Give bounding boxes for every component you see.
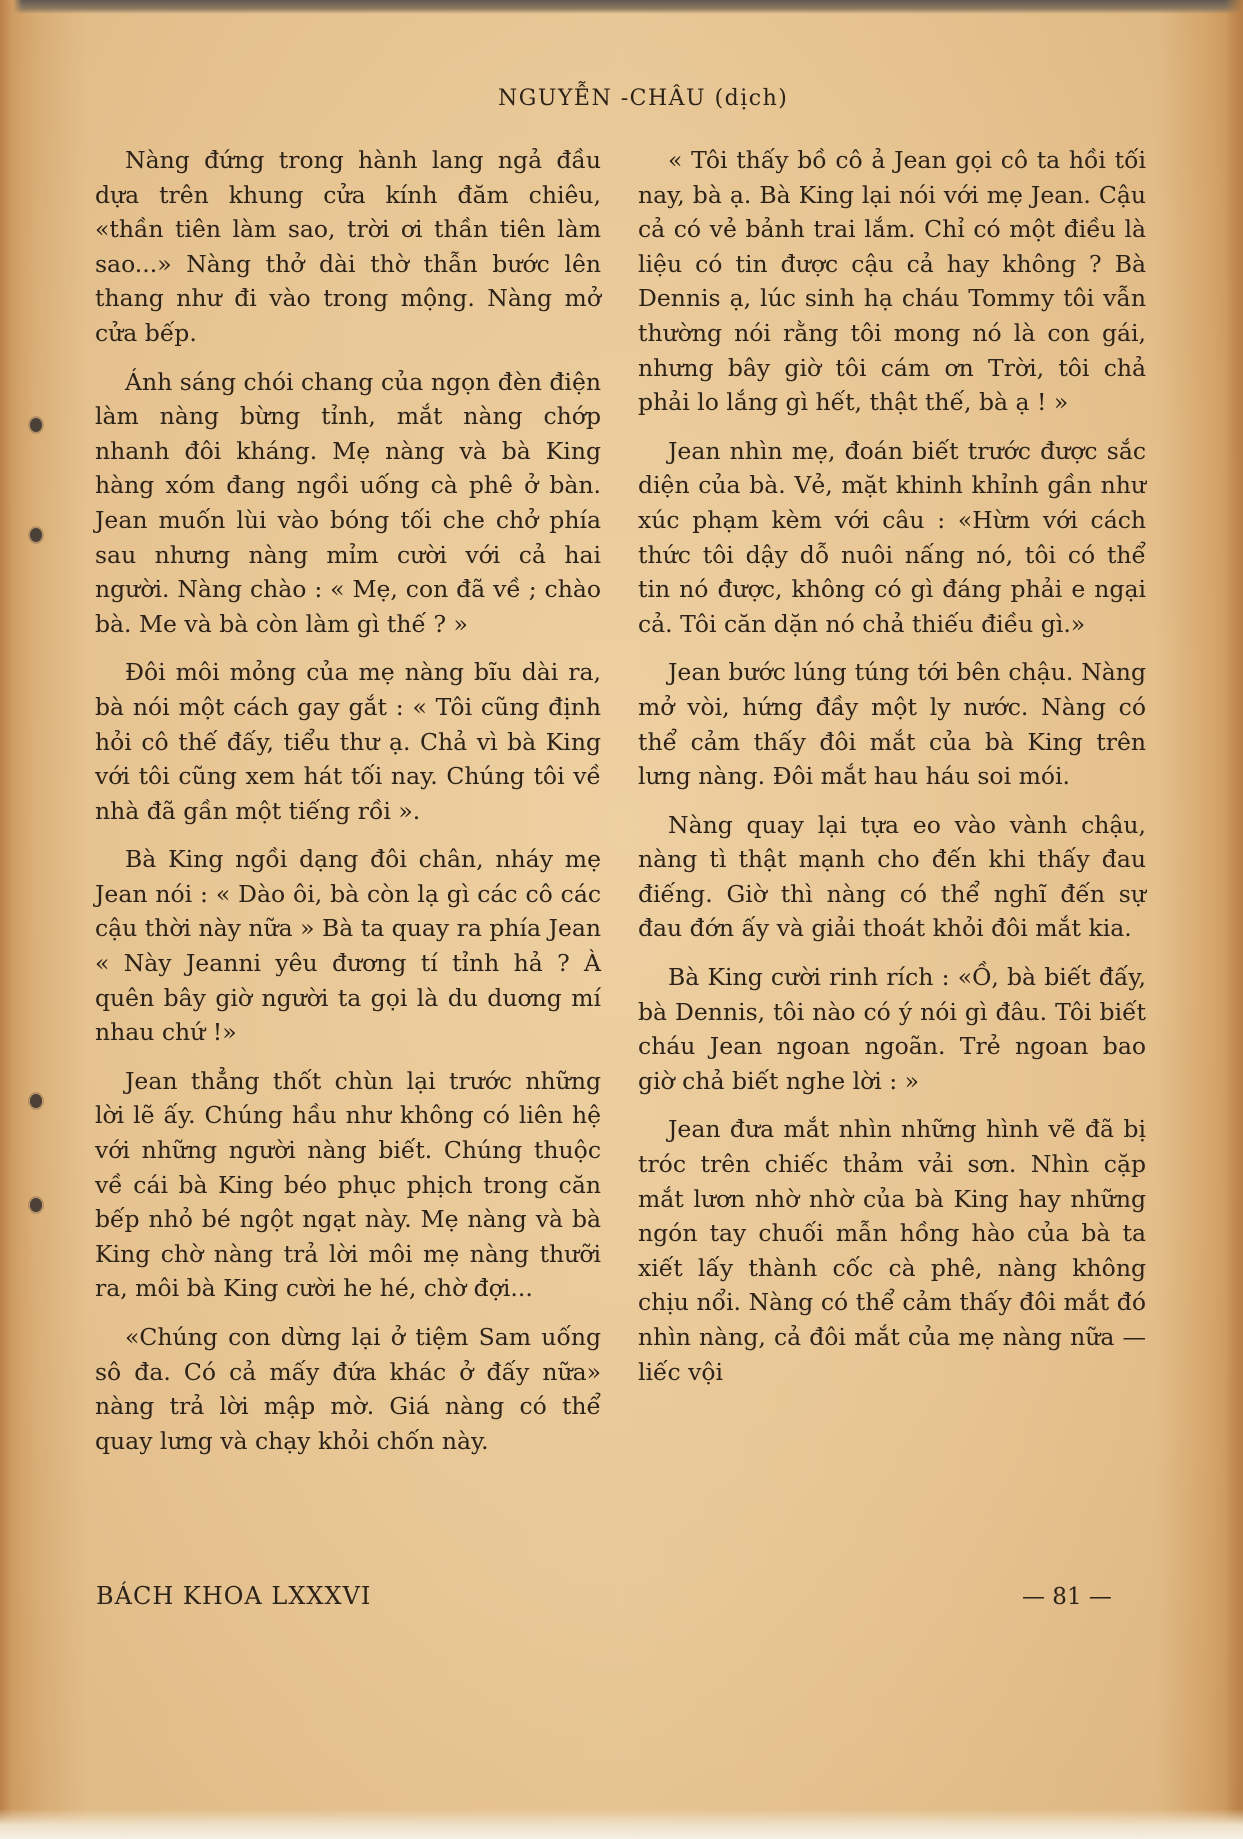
- left-column: [95, 143, 601, 1472]
- paragraph: Jean bước lúng túng tới bên chậu. Nàng mở vòi, hứng đầy một ly nước. Nàng có thể cảm thấy đôi mắt của bà King trên lưng nàng. Đôi mắt hau háu soi mói.: [638, 658, 1146, 791]
- paragraph: Jean đưa mắt nhìn những hình vẽ đã bị tróc trên chiếc thảm vải sơn. Nhìn cặp mắt lươn nhờ nhờ của bà King hay những ngón tay chuối mẫn hồng hào của bà ta xiết lấy thành cốc cà phê, nàng không chịu nổi. Nàng có thể cảm thấy đôi mắt đó nhìn nàng, cả đôi mắt của mẹ nàng nữa — liếc vội: [638, 1115, 1146, 1386]
- paragraph: Nàng đứng trong hành lang ngả đầu dựa trên khung cửa kính đăm chiêu, «thần tiên làm sao, trời ơi thần tiên làm sao...» Nàng thở dài thờ thẫn bước lên thang như đi vào trong mộng. Nàng mở cửa bếp.: [95, 146, 601, 347]
- paragraph: Ánh sáng chói chang của ngọn đèn điện làm nàng bừng tỉnh, mắt nàng chớp nhanh đôi kháng. Mẹ nàng và bà King hàng xóm đang ngồi uống cà phê ở bàn. Jean muốn lùi vào bóng tối che chở phía sau nhưng nàng mỉm cười với cả hai người. Nàng chào : « Mẹ, con đã về ; chào bà. Me và bà còn làm gì thế ? »: [95, 367, 601, 638]
- paragraph: « Tôi thấy bồ cô ả Jean gọi cô ta hồi tối nay, bà ạ. Bà King lại nói với mẹ Jean. Cậu cả có vẻ bảnh trai lắm. Chỉ có một điều là liệu có tin được cậu cả hay không ? Bà Dennis ạ, lúc sinh hạ cháu Tommy tôi vẫn thường nói rằng tôi mong nó là con gái, nhưng bây giờ tôi cám ơn Trời, tôi chả phải lo lắng gì hết, thật thế, bà ạ ! »: [638, 146, 1146, 417]
- paragraph: «Chúng con dừng lại ở tiệm Sam uống sô đa. Có cả mấy đứa khác ở đấy nữa» nàng trả lời mập mờ. Giá nàng có thể quay lưng và chạy khỏi chốn này.: [95, 1323, 601, 1455]
- punch-hole: [30, 528, 42, 542]
- right-column: [638, 143, 1146, 1403]
- running-head: NGUYỄN -CHÂU (dịch): [498, 86, 789, 111]
- paragraph: Jean nhìn mẹ, đoán biết trước được sắc diện của bà. Vẻ, mặt khinh khỉnh gần như xúc phạm kèm với câu : «Hừm với cách thức tôi dậy dỗ nuôi nấng nó, tôi có thể tin nó được, không có gì đáng phải e ngại cả. Tôi căn dặn nó chả thiếu điều gì.»: [638, 436, 1146, 638]
- punch-hole: [30, 1094, 42, 1108]
- paragraph: Bà King cười rinh rích : «Ồ, bà biết đấy, bà Dennis, tôi nào có ý nói gì đâu. Tôi biết cháu Jean ngoan ngoãn. Trẻ ngoan bao giờ chả biết nghe lời : »: [638, 963, 1146, 1095]
- punch-hole: [30, 418, 42, 432]
- paragraph: Jean thẳng thốt chùn lại trước những lời lẽ ấy. Chúng hầu như không có liên hệ với những người nàng biết. Chúng thuộc về cái bà King béo phục phịch trong căn bếp nhỏ bé ngột ngạt này. Mẹ nàng và bà King chờ nàng trả lời môi mẹ nàng thưỡi ra, môi bà King cười he hé, chờ đợi...: [95, 1066, 601, 1303]
- page-number: — 81 —: [1022, 1584, 1112, 1610]
- paragraph: Nàng quay lại tựa eo vào vành chậu, nàng tì thật mạnh cho đến khi thấy đau điếng. Giờ thì nàng có thể nghĩ đến sự đau đớn ấy và giải thoát khỏi đôi mắt kia.: [638, 810, 1146, 943]
- page-edge-shadow: [1225, 0, 1243, 1839]
- publication-footer: BÁCH KHOA LXXXVI: [96, 1582, 372, 1610]
- binding-edge-shadow: [0, 0, 22, 1839]
- punch-hole: [30, 1198, 42, 1212]
- paragraph: Bà King ngồi dạng đôi chân, nháy mẹ Jean nói : « Dào ôi, bà còn lạ gì các cô các cậu thời này nữa » Bà ta quay ra phía Jean « Này Jeanni yêu đương tí tỉnh hả ? À quên bây giờ người ta gọi là du duơng mí nhau chứ !»: [95, 845, 601, 1047]
- paragraph: Đôi môi mỏng của mẹ nàng bĩu dài ra, bà nói một cách gay gắt : « Tôi cũng định hỏi cô thế đấy, tiểu thư ạ. Chả vì bà King với tôi cũng xem hát tối nay. Chúng tôi về nhà đã gần một tiếng rồi ».: [95, 658, 601, 825]
